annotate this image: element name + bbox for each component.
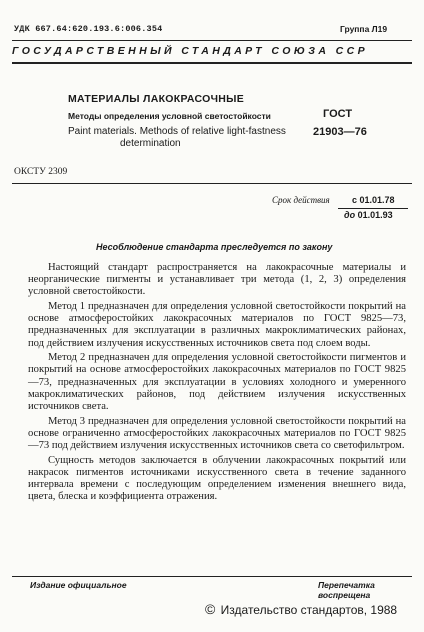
paragraph-method-2: Метод 2 предназначен для определения условной светостойкости пигментов и покрытий на основе атмосферостойких лакокрасочных материалов по ГОСТ 9825—73, предназначенных для эксплуатации в условиях холодного и умеренного макроклиматических районов, под действием излучения искусственных источников света. [28,352,406,413]
document-subtitle: Методы определения условной светостойкости [68,111,271,121]
reprint-notice: Перепечатка воспрещена [318,580,375,600]
body-text [28,262,406,503]
copyright-icon: © [205,601,216,617]
official-edition: Издание официальное [30,580,127,590]
validity-to [344,210,393,220]
group-code: Группа Л19 [340,24,388,34]
validity-to-date: 01.01.93 [357,210,393,220]
udk-code: УДК 667.64:620.193.6:006.354 [14,24,163,34]
copyright-text: Издательство стандартов, 1988 [220,603,398,617]
validity-label: Срок действия [272,195,330,205]
english-title-line1: Paint materials. Methods of relative light-fastness [68,126,286,137]
paragraph-scope: Настоящий стандарт распространяется на лакокрасочные материалы и неорганические пигменты и устанавливает три метода (1, 2, 3) определения условной светостойкости. [28,262,406,298]
validity-to-prefix: до [344,210,356,220]
warning-notice: Несоблюдение стандарта преследуется по закону [96,242,333,252]
okstu-rule [12,183,412,184]
copyright-line [205,601,397,617]
paragraph-method-1: Метод 1 предназначен для определения условной светостойкости покрытий на основе атмосферостойких лакокрасочных материалов по ГОСТ 9825—73, предназначенных для эксплуатации в различных макроклиматических районах, под действием излучения искусственных источников света под слоем воды. [28,301,406,349]
paragraph-method-3: Метод 3 предназначен для определения условной светостойкости покрытий на основе ограниченно атмосферостойких лакокрасочных материалов по ГОСТ 9825—73 под действием излучения искусственных источников света со светофильтром. [28,415,406,452]
footer-rule [12,576,412,577]
gost-number: 21903—76 [313,126,367,138]
validity-from: с 01.01.78 [352,195,395,205]
standard-name: ГОСУДАРСТВЕННЫЙ СТАНДАРТ СОЮЗА ССР [12,45,369,57]
header-rule [12,62,412,64]
okstu-code: ОКСТУ 2309 [14,167,68,177]
english-title-line2: determination [120,138,181,149]
document-title: МАТЕРИАЛЫ ЛАКОКРАСОЧНЫЕ [68,93,245,105]
paragraph-essence: Сущность методов заключается в облучении лакокрасочных покрытий или накрасок пигментов источниками искусственного света в течение заданного интервала времени с последующим определением изменения внешнего вида, цвета, блеска и коэффициента отражения. [28,454,406,503]
gost-label: ГОСТ [323,108,353,120]
validity-rule [338,208,408,209]
top-rule [12,40,412,41]
